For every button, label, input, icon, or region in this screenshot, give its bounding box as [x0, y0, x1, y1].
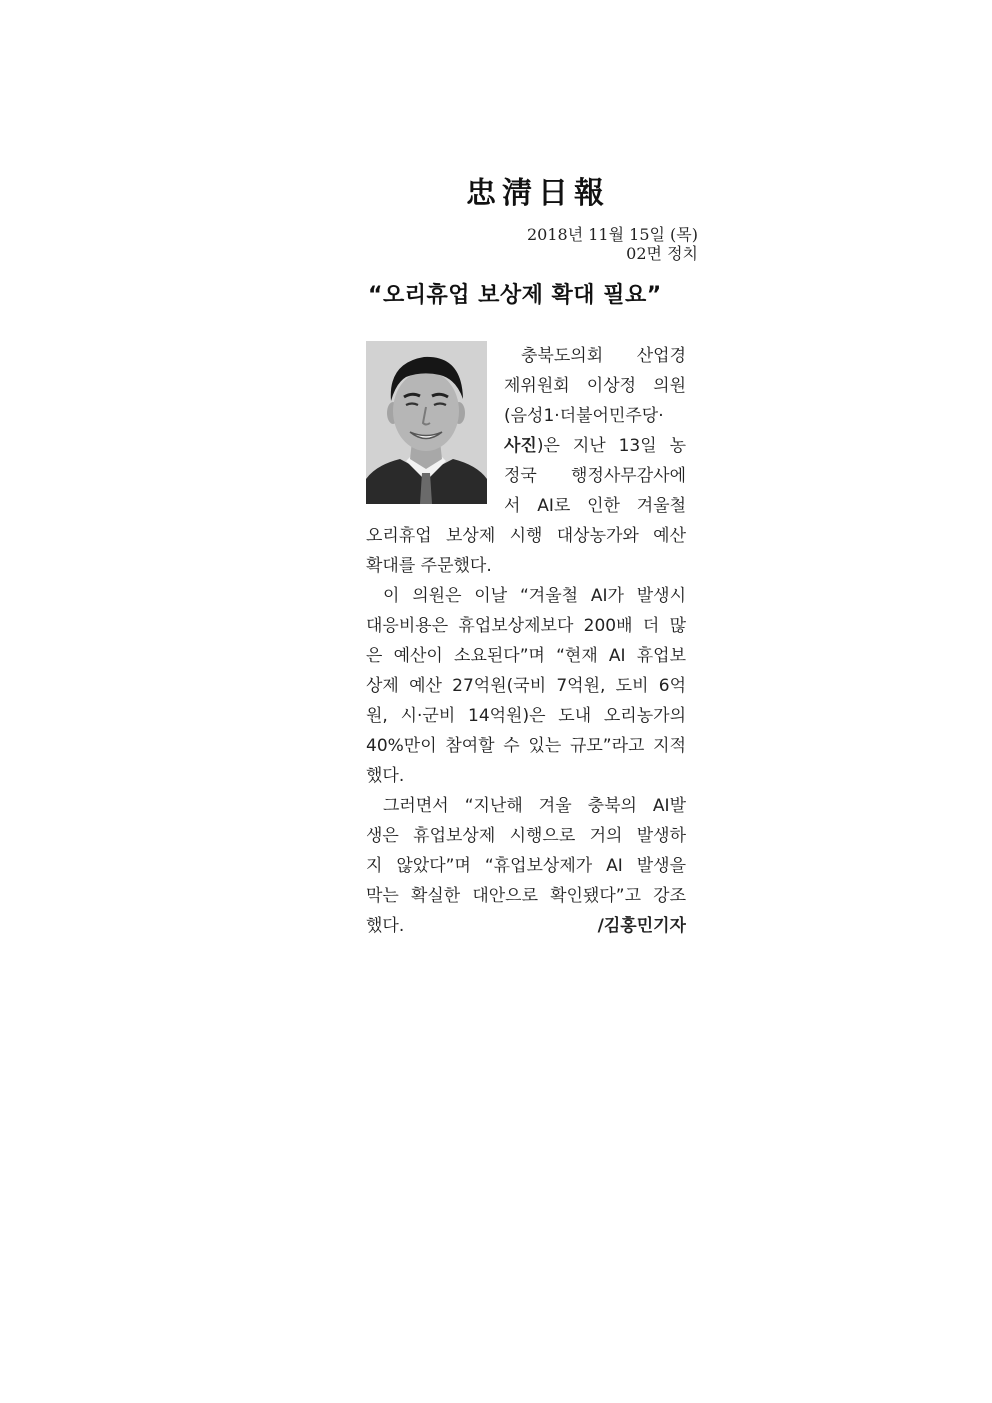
page-section: 02면 정치 [626, 244, 698, 263]
article-line: 확대를 주문했다. [366, 556, 492, 576]
article-line: 원, 시·군비 14억원)은 도내 오리농가의 [366, 706, 686, 726]
article-line: 상제 예산 27억원(국비 7억원, 도비 6억 [366, 676, 686, 696]
article-line: 지 않았다”며 “휴업보상제가 AI 발생을 [366, 856, 686, 876]
article-line: 그러면서 “지난해 겨울 충북의 AI발 [383, 796, 686, 816]
article-line: 40%만이 참여할 수 있는 규모”라고 지적 [366, 736, 686, 756]
article-line: 대응비용은 휴업보상제보다 200배 더 많 [366, 616, 686, 636]
article-line: 이 의원은 이날 “겨울철 AI가 발생시 [383, 586, 686, 606]
publication-date: 2018년 11월 15일 (목) [526, 225, 698, 244]
article-line: 서 AI로 인한 겨울철 [504, 496, 686, 516]
article-line: 막는 확실한 대안으로 확인됐다”고 강조 [366, 886, 686, 906]
newspaper-masthead: 忠淸日報 [466, 176, 610, 211]
article-line: 제위원회 이상정 의원 [504, 376, 686, 396]
article-headline: “오리휴업 보상제 확대 필요” [368, 283, 662, 308]
article-line: 충북도의회 산업경 [521, 346, 686, 366]
portrait-illustration [366, 341, 487, 504]
article-line-text: 은 지난 13일 농 [543, 436, 686, 456]
reporter-byline: /김홍민기자 [597, 916, 686, 936]
article-line: 사진)은 지난 13일 농 [504, 436, 686, 456]
article-line: 은 예산이 소요된다”며 “현재 AI 휴업보 [366, 646, 686, 666]
article-line: 했다. [366, 766, 405, 786]
article-line: 정국 행정사무감사에 [504, 466, 686, 486]
article-line: 오리휴업 보상제 시행 대상농가와 예산 [366, 526, 686, 546]
portrait-photo [366, 341, 487, 504]
article-line: 생은 휴업보상제 시행으로 거의 발생하 [366, 826, 686, 846]
photo-caption-ref: 사진 [504, 436, 537, 456]
article-line [366, 911, 686, 941]
dateline [470, 225, 698, 263]
article-line-text: 했다. [366, 916, 405, 936]
article-line: (음성1·더불어민주당· [504, 406, 664, 426]
